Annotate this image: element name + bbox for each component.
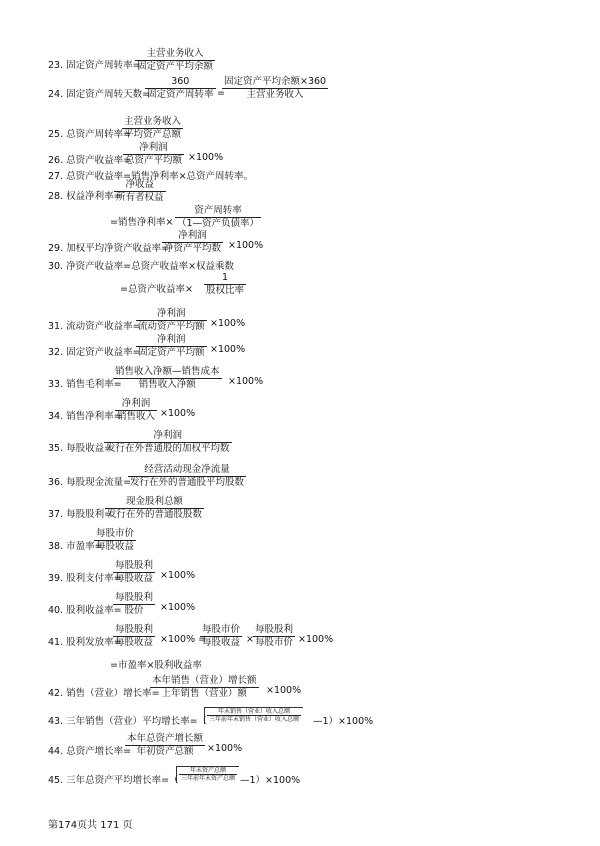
fraction [115,398,157,423]
denominator: 每股市价 [255,637,294,648]
fraction [113,366,222,391]
numerator: 净利润 [136,308,207,321]
denominator: 每股收益 [202,637,241,648]
formula-label: 35. 每股收益= [48,443,113,454]
denominator: 净资产平均数 [164,243,222,254]
percent-suffix: —1）×100% [313,716,374,727]
formula-label: 34. 销售净利率= [48,411,122,422]
percent-suffix: ×100% [228,240,264,251]
formula-label: 43. 三年销售（营业）平均增长率=（ [48,716,208,727]
formula-label: 45. 三年总资产平均增长率=（ [48,775,179,786]
fraction [135,48,215,73]
numerator: 净利润 [104,430,232,443]
percent-suffix: ×100% [228,376,264,387]
denominator: 三年前年末销售（营业）收入总额 [209,716,300,723]
numerator: 每股市价 [202,624,241,635]
formula-label: 26. 总资产收益率= [48,155,132,166]
denominator: 每股收益 [115,573,154,584]
formula-label: 39. 股利支付率= [48,573,122,584]
fraction [136,308,207,333]
fraction [113,624,155,649]
fraction [179,767,237,782]
denominator: 股价 [124,605,144,616]
percent-suffix: ×100% [298,634,334,645]
denominator: 主营业务收入 [246,89,304,100]
percent-suffix: ×100% [160,408,196,419]
denominator: 上年销售（营业）额 [161,688,248,699]
formula-text: 27. 总资产收益率=销售净利率×总资产周转率。 [48,171,254,182]
fraction [94,528,136,553]
numerator: 固定资产平均余额×360 [224,76,327,87]
denominator: 每股收益 [115,637,154,648]
fraction [113,592,155,617]
fraction [136,334,207,359]
numerator: 经营活动现金净流量 [128,464,246,477]
denominator: 股权比率 [206,285,245,296]
formula-label: 32. 固定资产收益率= [48,347,141,358]
numerator: 本年销售（营业）增长额 [152,675,257,686]
fraction [200,624,242,649]
formula-text: =市盈率×股利收益率 [110,660,202,671]
formula-label: 25. 总资产周转率= [48,129,132,140]
numerator: 销售收入净额—销售成本 [115,366,220,377]
fraction [114,179,166,204]
numerator: 现金股利总额 [105,496,204,509]
numerator: 1 [204,272,246,285]
fraction [222,76,328,101]
formula-label: 40. 股利收益率= [48,605,122,616]
denominator: （1—资产负债率） [177,218,260,229]
percent-suffix: ×100% [210,344,246,355]
root-sign [176,766,239,783]
formula-label: 28. 权益净利率= [48,191,122,202]
numerator: 净利润 [115,398,157,411]
fraction [105,496,204,521]
denominator: 三年前年末资产总额 [181,775,236,782]
formula-text: 30. 净资产收益率=总资产收益率×权益乘数 [48,261,235,272]
numerator: 主营业务收入 [124,116,182,127]
percent-suffix: ×100% [188,152,224,163]
denominator: 平均资产总额 [124,129,182,140]
formula-label: 38. 市盈率= [48,541,103,552]
percent-suffix: ×100% [210,318,246,329]
numerator: 每股股利 [255,624,294,635]
fraction [113,560,155,585]
denominator: 发行在外普通股的加权平均数 [106,443,230,454]
denominator: 固定资产平均额 [138,347,205,358]
formula-label: 36. 每股现金流量= [48,477,132,488]
fraction [123,142,184,167]
formula-label: 37. 每股股利= [48,509,113,520]
denominator: 总资产平均额 [125,155,183,166]
page-number: 第174页共 171 页 [48,820,133,831]
percent-suffix: ×100% [207,743,243,754]
percent-suffix: ×100% [160,602,196,613]
numerator: 资产周转率 [175,205,261,218]
fraction [150,675,259,700]
fraction [145,76,216,101]
formula-label: 31. 流动资产收益率= [48,321,141,332]
denominator: 发行在外的普通股股数 [107,509,203,520]
percent-suffix: ×100% [160,570,196,581]
numerator: 净利润 [136,334,207,347]
formula-label: 41. 股利发放率= [48,637,122,648]
numerator: 主营业务收入 [135,48,215,61]
numerator: 净收益 [114,179,166,192]
numerator: 净利润 [123,142,184,155]
fraction [175,205,261,230]
formula-label: 42. 销售（营业）增长率= [48,688,160,699]
numerator: 每股股利 [115,624,154,635]
numerator: 每股股利 [115,560,154,571]
fraction [104,430,232,455]
fraction [122,116,183,141]
root-sign [204,707,303,724]
fraction [125,733,205,758]
numerator: 本年总资产增长额 [127,733,204,744]
formula-prefix: =销售净利率× [110,217,174,228]
formula-label: 44. 总资产增长率= [48,746,132,757]
formula-label: 29. 加权平均净资产收益率= [48,243,170,254]
denominator: 销售收入净额 [138,379,196,390]
denominator: 销售收入 [117,411,156,422]
numerator: 年末资产总额 [179,767,237,775]
formula-label: 33. 销售毛利率= [48,379,122,390]
percent-suffix: —1）×100% [240,775,301,786]
formula-prefix: =总资产收益率× [120,284,193,295]
formula-label: 23. 固定资产周转率= [48,60,141,71]
times-sign: × [246,634,254,645]
denominator: 发行在外的普通股平均股数 [130,477,245,488]
denominator: 每股收益 [96,541,135,552]
denominator: 流动资产平均额 [138,321,205,332]
percent-suffix: ×100% = [160,634,207,645]
fraction [207,708,301,723]
formula-label: 24. 固定资产周转天数= [48,89,151,100]
numerator: 360 [145,76,216,89]
numerator: 每股市价 [96,528,135,539]
equals-sign: = [217,88,225,99]
denominator: 固定资产周转率 [147,89,214,100]
denominator: 年初资产总额 [136,746,194,757]
fraction [128,464,246,489]
numerator: 净利润 [162,230,223,243]
denominator: 所有者权益 [116,192,164,203]
fraction [204,272,246,297]
denominator: 固定资产平均余额 [137,61,214,72]
fraction [253,624,295,649]
numerator: 年末销售（营业）收入总额 [207,708,301,716]
fraction [162,230,223,255]
numerator: 每股股利 [115,592,154,603]
percent-suffix: ×100% [266,685,302,696]
